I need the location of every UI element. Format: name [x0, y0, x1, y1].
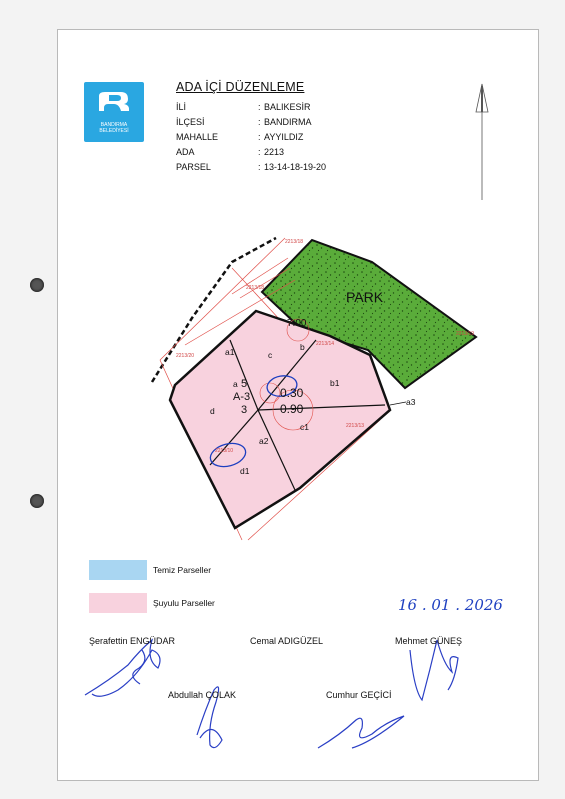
handwritten-signatures: [85, 640, 458, 748]
parcel-label-b1: b1: [330, 378, 340, 388]
ratio-top: 0.30: [280, 386, 304, 400]
info-value: AYYILDIZ: [264, 132, 304, 142]
info-key: PARSEL: [176, 162, 211, 172]
old-parcel-tag: 2213/10: [215, 448, 234, 454]
north-arrow-icon: [476, 84, 488, 200]
old-parcel-tag: 2213/18: [285, 239, 304, 245]
info-value: BANDIRMA: [264, 117, 312, 127]
zone-code-mid: A-3: [233, 391, 251, 403]
info-colon: :: [258, 132, 261, 142]
signatory-name-3: Mehmet GÜNEŞ: [395, 636, 463, 646]
signatory-name-2: Cemal ADIGÜZEL: [250, 636, 324, 646]
old-parcel-tag: 2213/19: [456, 331, 475, 337]
zone-code-bottom: 3: [241, 404, 248, 416]
info-colon: :: [258, 117, 261, 127]
info-key: İLİ: [176, 102, 187, 112]
info-value: BALIKESİR: [264, 102, 311, 112]
zone-code-top: 5: [241, 378, 248, 390]
info-value: 13-14-18-19-20: [264, 162, 327, 172]
road-width-label: 7.00: [287, 318, 307, 329]
signatory-name-1: Şerafettin ENGÜDAR: [89, 636, 176, 646]
legend-label-clean: Temiz Parseller: [153, 565, 212, 575]
info-colon: :: [258, 147, 261, 157]
parcel-label-c1: c1: [300, 422, 309, 432]
info-key: MAHALLE: [176, 132, 219, 142]
parcel-label-b: b: [300, 342, 305, 352]
legend-label-contaminated: Şuyulu Parseller: [153, 598, 215, 608]
legend-swatch-contaminated: [89, 593, 147, 613]
info-colon: :: [258, 162, 261, 172]
info-key: İLÇESİ: [176, 117, 205, 127]
logo-text-line1: BANDIRMA: [100, 122, 128, 128]
parcel-label-a1: a1: [225, 347, 235, 357]
parcel-label-a3: a3: [406, 397, 416, 407]
old-parcel-tag: 2213/20: [176, 353, 195, 359]
logo-text-line2: BELEDİYESİ: [99, 128, 129, 134]
signatory-name-5: Cumhur GEÇİCİ: [326, 690, 392, 700]
parcel-label-d1: d1: [240, 466, 250, 476]
handwritten-date: 16 . 01 . 2026: [398, 596, 503, 614]
legend-swatch-clean: [89, 560, 147, 580]
old-parcel-tag: 2213/18: [246, 285, 265, 291]
info-value: 2213: [264, 147, 285, 157]
page-title: ADA İÇİ DÜZENLEME: [176, 80, 305, 94]
parcel-label-a2: a2: [259, 436, 269, 446]
info-colon: :: [258, 102, 261, 112]
a3-leader-line: [390, 402, 406, 405]
info-key: ADA: [176, 147, 195, 157]
park-label: PARK: [346, 289, 384, 305]
old-parcel-tag: 2213/13: [346, 423, 365, 429]
signatory-name-4: Abdullah ÇOLAK: [168, 690, 237, 700]
parcel-label-d: d: [210, 406, 215, 416]
parcel-label-a: a: [233, 379, 238, 389]
ratio-bottom: 0.90: [280, 402, 304, 416]
old-parcel-tag: 2213/14: [316, 341, 335, 347]
parcel-label-c: c: [268, 350, 273, 360]
